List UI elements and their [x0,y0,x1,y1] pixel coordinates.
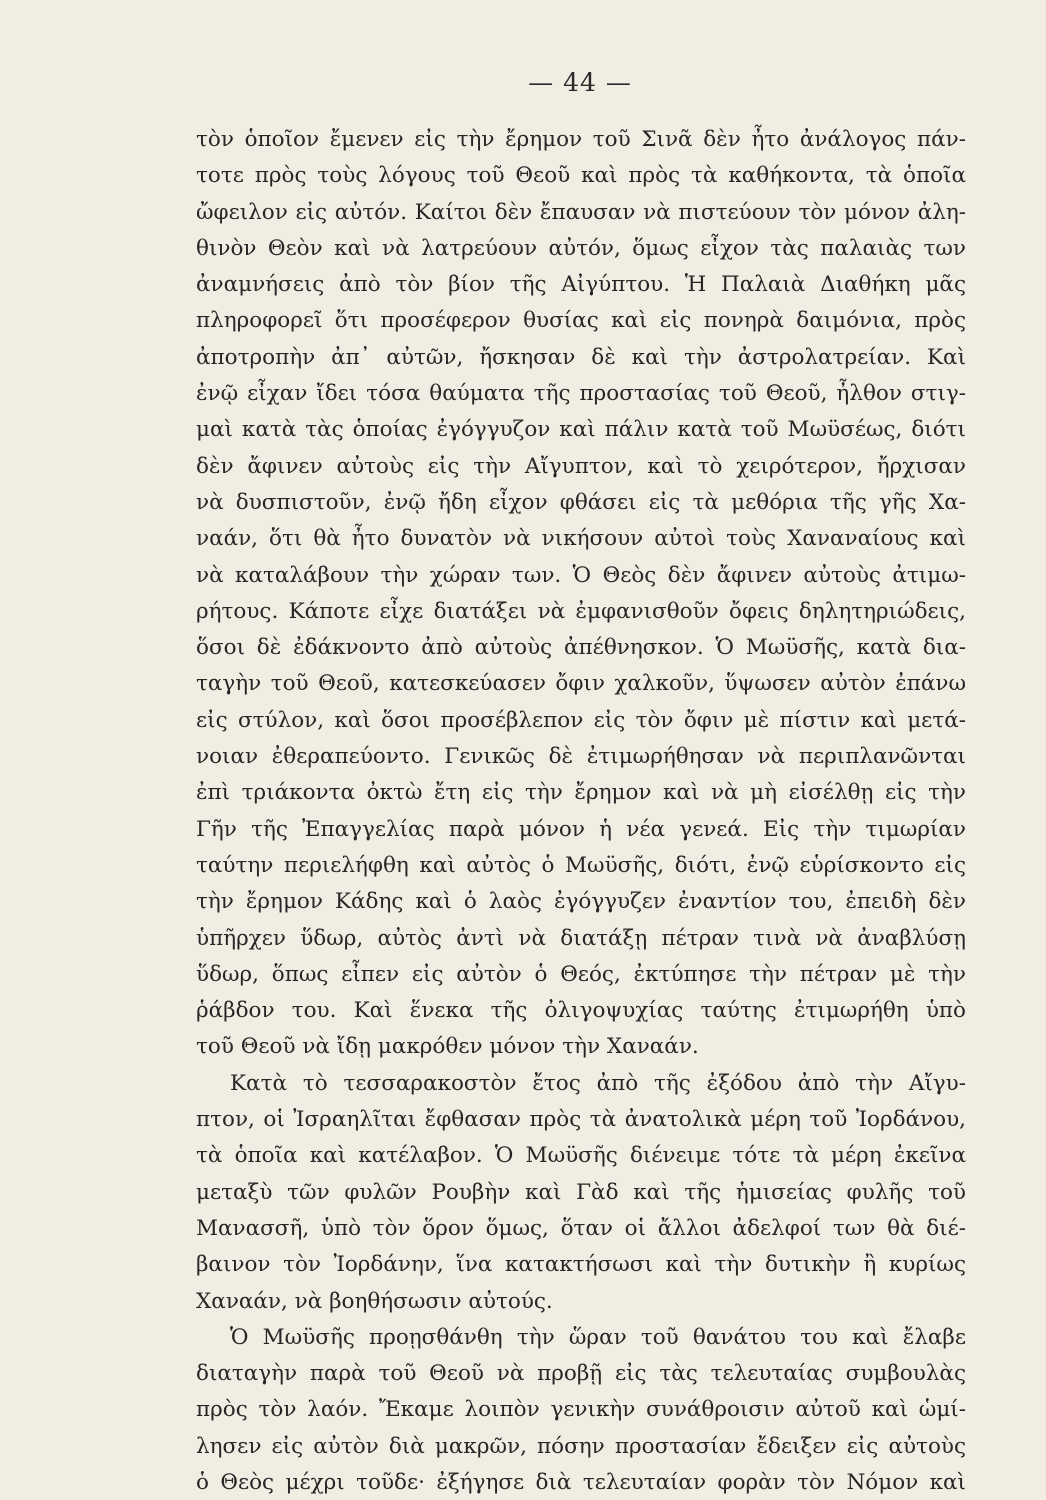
text-line: νὰ δυσπιστοῦν, ἐνῷ ἤδη εἶχον φθάσει εἰς τὰ μεθόρια τῆς γῆς Χα- [196,489,966,515]
text-line: ἐνῷ εἶχαν ἴδει τόσα θαύματα τῆς προστασίας τοῦ Θεοῦ, ἦλθον στιγ- [196,381,966,407]
text-line: ὅσοι δὲ ἐδάκνοντο ἀπὸ αὐτοὺς ἀπέθνησκον. Ὁ Μωϋσῆς, κατὰ δια- [196,635,966,661]
paragraph-2 [196,1066,966,1320]
text-line: ὑπῆρχεν ὕδωρ, αὐτὸς ἀντὶ νὰ διατάξῃ πέτραν τινὰ νὰ ἀναβλύσῃ [196,925,966,951]
text-line: ἀποτροπὴν ἀπ᾿ αὐτῶν, ἤσκησαν δὲ καὶ τὴν ἀστρολατρείαν. Καὶ [196,344,966,370]
text-line: βαινον τὸν Ἰορδάνην, ἵνα κατακτήσωσι καὶ τὴν δυτικὴν ἢ κυρίως [196,1252,966,1278]
paragraph-3 [196,1320,966,1500]
text-line: ρήτους. Κάποτε εἶχε διατάξει νὰ ἐμφανισθοῦν ὄφεις δηλητηριώδεις, [196,598,966,624]
text-line: νὰ καταλάβουν τὴν χώραν των. Ὁ Θεὸς δὲν ἄφινεν αὐτοὺς ἀτιμω- [196,562,966,588]
text-line: εἰς στύλον, καὶ ὅσοι προσέβλεπον εἰς τὸν ὄφιν μὲ πίστιν καὶ μετά- [196,707,966,733]
text-line: τὸν ὁποῖον ἔμενεν εἰς τὴν ἔρημον τοῦ Σινᾶ δὲν ἦτο ἀνάλογος πάν- [196,127,966,152]
text-line: πληροφορεῖ ὅτι προσέφερον θυσίας καὶ εἰς πονηρὰ δαιμόνια, πρὸς [196,308,966,334]
page-number: — 44 — [528,68,632,97]
text-line: Γῆν τῆς Ἐπαγγελίας παρὰ μόνον ἡ νέα γενεά. Εἰς τὴν τιμωρίαν [196,816,966,842]
text-line: ὁ Θεὸς μέχρι τοῦδε· ἐξήγησε διὰ τελευταίαν φορὰν τὸν Νόμον καὶ [196,1469,966,1495]
text-line: μαὶ κατὰ τὰς ὁποίας ἐγόγγυζον καὶ πάλιν κατὰ τοῦ Μωϋσέως, διότι [196,417,966,443]
paragraph-1 [196,122,966,1066]
text-line: Μανασσῆ, ὑπὸ τὸν ὅρον ὅμως, ὅταν οἱ ἄλλοι ἀδελφοί των θὰ διέ- [196,1215,966,1241]
body-text [196,122,966,1500]
text-line: Κατὰ τὸ τεσσαρακοστὸν ἔτος ἀπὸ τῆς ἐξόδου ἀπὸ τὴν Αἴγυ- [230,1070,966,1096]
text-line: ἀναμνήσεις ἀπὸ τὸν βίον τῆς Αἰγύπτου. Ἡ Παλαιὰ Διαθήκη μᾶς [196,272,966,298]
text-line: ὕδωρ, ὅπως εἶπεν εἰς αὐτὸν ὁ Θεός, ἐκτύπησε τὴν πέτραν μὲ τὴν [196,961,966,987]
text-line: τὴν ἔρημον Κάδης καὶ ὁ λαὸς ἐγόγγυζεν ἐναντίον του, ἐπειδὴ δὲν [196,889,966,915]
text-line: τοῦ Θεοῦ νὰ ἴδῃ μακρόθεν μόνον τὴν Χαναάν. [196,1034,699,1060]
text-line: ταύτην περιελήφθη καὶ αὐτὸς ὁ Μωϋσῆς, διότι, ἐνῷ εὑρίσκοντο εἰς [196,852,966,878]
text-line: τοτε πρὸς τοὺς λόγους τοῦ Θεοῦ καὶ πρὸς τὰ καθήκοντα, τὰ ὁποῖα [196,163,966,189]
text-line: ἐπὶ τριάκοντα ὀκτὼ ἔτη εἰς τὴν ἔρημον καὶ νὰ μὴ εἰσέλθῃ εἰς τὴν [196,780,966,806]
text-line: πρὸς τὸν λαόν. Ἔκαμε λοιπὸν γενικὴν συνάθροισιν αὐτοῦ καὶ ὡμί- [196,1397,966,1423]
text-line: θινὸν Θεὸν καὶ νὰ λατρεύουν αὐτόν, ὅμως εἶχον τὰς παλαιὰς των [196,235,966,261]
text-line: ῥάβδον του. Καὶ ἕνεκα τῆς ὀλιγοψυχίας ταύτης ἐτιμωρήθη ὑπὸ [196,998,966,1024]
text-line: Χαναάν, νὰ βοηθήσωσιν αὐτούς. [196,1288,553,1314]
text-line: δὲν ἄφινεν αὐτοὺς εἰς τὴν Αἴγυπτον, καὶ τὸ χειρότερον, ἤρχισαν [196,453,966,479]
text-line: Ὁ Μωϋσῆς προῃσθάνθη τὴν ὥραν τοῦ θανάτου του καὶ ἔλαβε [230,1324,966,1350]
text-line: μεταξὺ τῶν φυλῶν Ρουβὴν καὶ Γὰδ καὶ τῆς ἡμισείας φυλῆς τοῦ [196,1179,966,1205]
text-line: λησεν εἰς αὐτὸν διὰ μακρῶν, πόσην προστασίαν ἔδειξεν εἰς αὐτοὺς [196,1433,966,1459]
text-line: νοιαν ἐθεραπεύοντο. Γενικῶς δὲ ἐτιμωρήθησαν νὰ περιπλανῶνται [196,744,966,770]
text-line: διαταγὴν παρὰ τοῦ Θεοῦ νὰ προβῇ εἰς τὰς τελευταίας συμβουλὰς [196,1361,966,1387]
text-line: ὤφειλον εἰς αὐτόν. Καίτοι δὲν ἔπαυσαν νὰ πιστεύουν τὸν μόνον ἀλη- [196,199,966,225]
text-line: ταγὴν τοῦ Θεοῦ, κατεσκεύασεν ὄφιν χαλκοῦν, ὕψωσεν αὐτὸν ἐπάνω [196,671,966,697]
text-line: τὰ ὁποῖα καὶ κατέλαβον. Ὁ Μωϋσῆς διένειμε τότε τὰ μέρη ἐκεῖνα [196,1143,966,1169]
text-line: ναάν, ὅτι θὰ ἦτο δυνατὸν νὰ νικήσουν αὐτοὶ τοὺς Χαναναίους καὶ [196,526,966,552]
text-line: πτον, οἱ Ἰσραηλῖται ἔφθασαν πρὸς τὰ ἀνατολικὰ μέρη τοῦ Ἰορδάνου, [196,1107,966,1133]
